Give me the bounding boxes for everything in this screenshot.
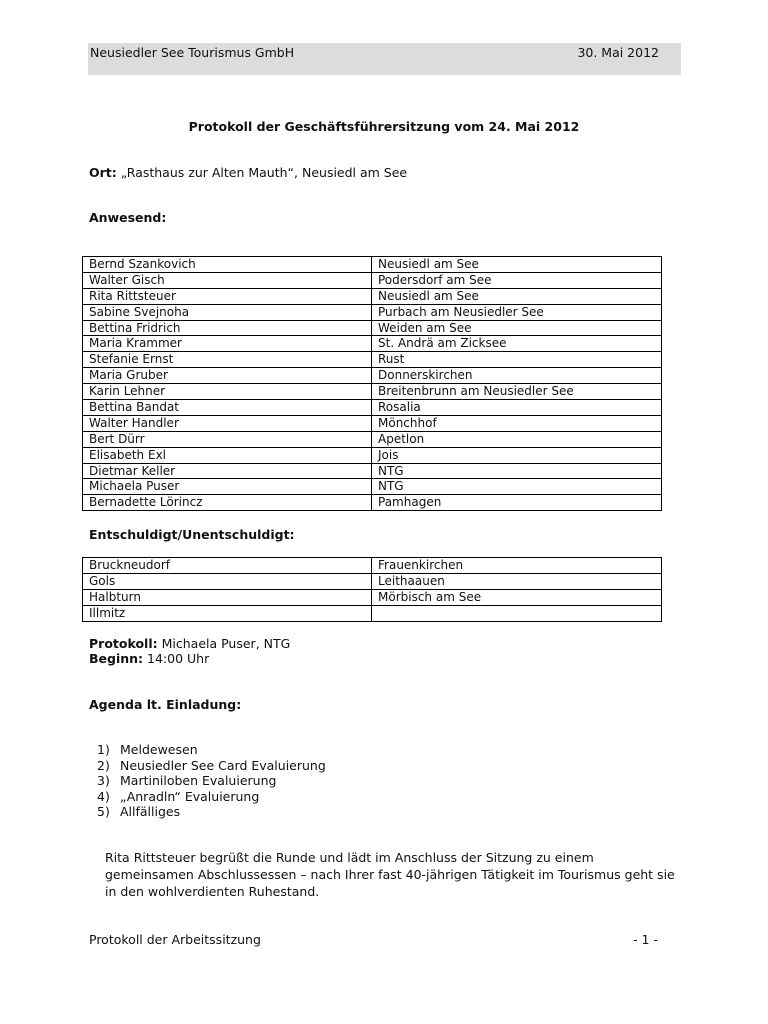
table-row bbox=[83, 558, 662, 574]
header-organization: Neusiedler See Tourismus GmbH bbox=[90, 45, 295, 60]
agenda-item bbox=[95, 804, 326, 820]
table-row bbox=[83, 400, 662, 416]
table-row bbox=[83, 257, 662, 273]
page-header bbox=[88, 43, 681, 75]
table-row bbox=[83, 463, 662, 479]
table-row bbox=[83, 288, 662, 304]
table-cell-location: NTG bbox=[372, 463, 662, 479]
excused-table-body bbox=[83, 558, 662, 622]
agenda-item-number: 5) bbox=[97, 804, 110, 819]
excused-heading: Entschuldigt/Unentschuldigt: bbox=[89, 527, 295, 542]
table-row bbox=[83, 384, 662, 400]
attendees-heading: Anwesend: bbox=[89, 210, 167, 225]
table-row bbox=[83, 431, 662, 447]
table-cell-name: Illmitz bbox=[83, 605, 372, 621]
agenda-item-text: „Anradln“ Evaluierung bbox=[120, 788, 260, 804]
table-row bbox=[83, 573, 662, 589]
table-cell-name: Dietmar Keller bbox=[83, 463, 372, 479]
excused-table bbox=[82, 557, 662, 622]
table-cell-location: Neusiedl am See bbox=[372, 257, 662, 273]
table-row bbox=[83, 605, 662, 621]
table-cell-name: Walter Handler bbox=[83, 415, 372, 431]
table-cell-location: NTG bbox=[372, 479, 662, 495]
table-cell-location: Mörbisch am See bbox=[372, 589, 662, 605]
agenda-item-number: 2) bbox=[97, 757, 110, 773]
agenda-item bbox=[95, 789, 326, 805]
table-cell-name: Bernd Szankovich bbox=[83, 257, 372, 273]
table-cell-location: Apetlon bbox=[372, 431, 662, 447]
table-cell-name: Karin Lehner bbox=[83, 384, 372, 400]
table-cell-name: Bettina Bandat bbox=[83, 400, 372, 416]
table-cell-name: Elisabeth Exl bbox=[83, 447, 372, 463]
table-cell-name: Bert Dürr bbox=[83, 431, 372, 447]
agenda-item-number: 1) bbox=[97, 742, 110, 757]
agenda-item bbox=[95, 742, 326, 758]
table-cell-name: Stefanie Ernst bbox=[83, 352, 372, 368]
table-cell-name: Sabine Svejnoha bbox=[83, 304, 372, 320]
table-row bbox=[83, 352, 662, 368]
table-cell-location: Breitenbrunn am Neusiedler See bbox=[372, 384, 662, 400]
table-cell-location: Frauenkirchen bbox=[372, 558, 662, 574]
table-cell-name: Maria Krammer bbox=[83, 336, 372, 352]
document-title: Protokoll der Geschäftsführersitzung vom 24. Mai 2012 bbox=[188, 119, 580, 134]
agenda-list bbox=[95, 742, 326, 820]
start-label: Beginn: bbox=[89, 651, 144, 666]
table-cell-location: Podersdorf am See bbox=[372, 272, 662, 288]
table-row bbox=[83, 589, 662, 605]
location-value: „Rasthaus zur Alten Mauth“, Neusiedl am See bbox=[120, 165, 408, 180]
table-cell-name: Bettina Fridrich bbox=[83, 320, 372, 336]
agenda-item-text: Meldewesen bbox=[120, 742, 198, 757]
table-cell-location: Mönchhof bbox=[372, 415, 662, 431]
table-cell-location: Neusiedl am See bbox=[372, 288, 662, 304]
table-cell-location: Pamhagen bbox=[372, 495, 662, 511]
protocol-line bbox=[89, 636, 290, 651]
table-cell-name: Bruckneudorf bbox=[83, 558, 372, 574]
table-cell-name: Rita Rittsteuer bbox=[83, 288, 372, 304]
agenda-item-text: Allfälliges bbox=[120, 804, 181, 819]
agenda-item-number: 3) bbox=[97, 773, 110, 788]
attendees-table-body bbox=[83, 257, 662, 511]
table-cell-name: Michaela Puser bbox=[83, 479, 372, 495]
location-line bbox=[89, 165, 407, 180]
table-row bbox=[83, 272, 662, 288]
page-footer bbox=[89, 932, 658, 947]
location-label: Ort: bbox=[89, 165, 117, 180]
table-row bbox=[83, 495, 662, 511]
agenda-item bbox=[95, 758, 326, 774]
agenda-item-text: Martiniloben Evaluierung bbox=[120, 773, 277, 788]
agenda-item-number: 4) bbox=[97, 788, 110, 804]
table-row bbox=[83, 479, 662, 495]
attendees-table bbox=[82, 256, 662, 511]
minutes-paragraph: Rita Rittsteuer begrüßt die Runde und lädt im Anschluss der Sitzung zu einem gemeinsamen Abschlussessen – nach Ihrer fast 40-jährigen Tätigkeit im Tourismus geht sie in den wohlverdienten Ruhestand. bbox=[105, 850, 675, 899]
agenda-item bbox=[95, 773, 326, 789]
table-row bbox=[83, 304, 662, 320]
table-row bbox=[83, 336, 662, 352]
table-cell-name: Walter Gisch bbox=[83, 272, 372, 288]
start-value: 14:00 Uhr bbox=[147, 651, 210, 666]
table-cell-name: Maria Gruber bbox=[83, 368, 372, 384]
table-row bbox=[83, 368, 662, 384]
table-cell-location: Purbach am Neusiedler See bbox=[372, 304, 662, 320]
page-number: - 1 - bbox=[633, 932, 658, 947]
table-cell-location: Weiden am See bbox=[372, 320, 662, 336]
agenda-item-text: Neusiedler See Card Evaluierung bbox=[120, 757, 326, 773]
table-row bbox=[83, 447, 662, 463]
table-cell-name: Halbturn bbox=[83, 589, 372, 605]
agenda-heading: Agenda lt. Einladung: bbox=[89, 697, 242, 712]
table-cell-location: St. Andrä am Zicksee bbox=[372, 336, 662, 352]
table-cell-location: Donnerskirchen bbox=[372, 368, 662, 384]
start-line bbox=[89, 651, 209, 666]
table-cell-location: Rust bbox=[372, 352, 662, 368]
table-cell-name: Gols bbox=[83, 573, 372, 589]
table-row bbox=[83, 320, 662, 336]
table-cell-location bbox=[372, 605, 662, 621]
protocol-value: Michaela Puser, NTG bbox=[161, 636, 291, 651]
table-cell-location: Jois bbox=[372, 447, 662, 463]
header-date: 30. Mai 2012 bbox=[577, 45, 659, 60]
protocol-label: Protokoll: bbox=[89, 636, 158, 651]
table-row bbox=[83, 415, 662, 431]
table-cell-location: Rosalia bbox=[372, 400, 662, 416]
table-cell-name: Bernadette Lörincz bbox=[83, 495, 372, 511]
footer-title: Protokoll der Arbeitssitzung bbox=[89, 932, 261, 947]
table-cell-location: Leithaauen bbox=[372, 573, 662, 589]
